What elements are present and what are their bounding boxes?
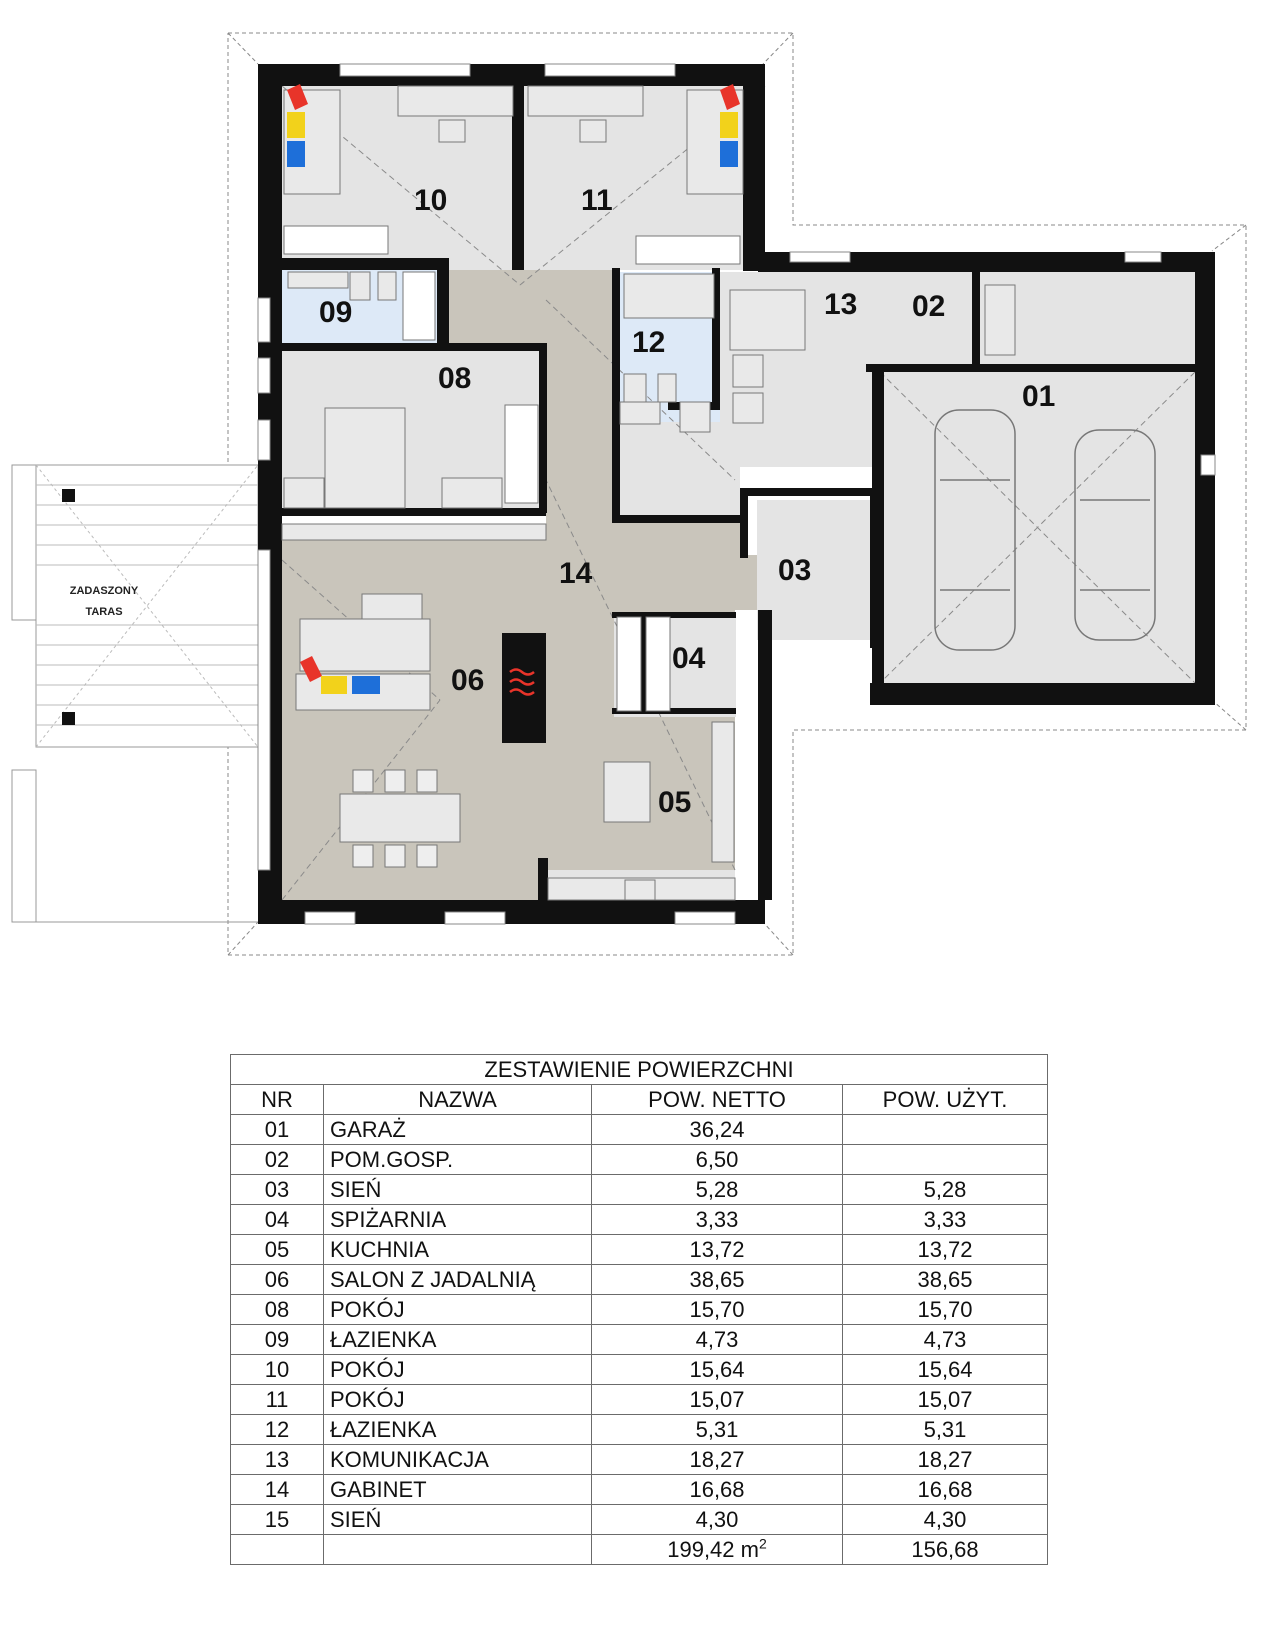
room-label-10: 10	[414, 184, 448, 217]
cell-netto: 6,50	[592, 1145, 843, 1175]
cell-netto: 16,68	[592, 1475, 843, 1505]
table-row	[231, 1355, 1048, 1385]
cell-nr: 04	[231, 1205, 324, 1235]
table-row	[231, 1265, 1048, 1295]
cell-uzyt: 15,64	[843, 1355, 1048, 1385]
cell-uzyt: 4,30	[843, 1505, 1048, 1535]
table-row	[231, 1325, 1048, 1355]
cell-netto: 5,31	[592, 1415, 843, 1445]
cell-uzyt: 18,27	[843, 1445, 1048, 1475]
header-netto: POW. NETTO	[592, 1085, 843, 1115]
cell-netto: 15,70	[592, 1295, 843, 1325]
room-label-03: 03	[778, 554, 812, 587]
table-row	[231, 1295, 1048, 1325]
table-title: ZESTAWIENIE POWIERZCHNI	[231, 1055, 1048, 1085]
cell-netto: 4,73	[592, 1325, 843, 1355]
cell-uzyt	[843, 1145, 1048, 1175]
cell-uzyt: 15,70	[843, 1295, 1048, 1325]
cell-nr: 15	[231, 1505, 324, 1535]
table-body	[231, 1115, 1048, 1535]
cell-netto: 36,24	[592, 1115, 843, 1145]
table-row	[231, 1475, 1048, 1505]
cell-uzyt: 5,28	[843, 1175, 1048, 1205]
room-label-11: 11	[581, 184, 613, 217]
cell-uzyt: 38,65	[843, 1265, 1048, 1295]
room-label-14: 14	[559, 557, 593, 590]
room-label-06: 06	[451, 664, 485, 697]
header-nr: NR	[231, 1085, 324, 1115]
total-uzyt: 156,68	[843, 1535, 1048, 1565]
table-row	[231, 1445, 1048, 1475]
cell-netto: 18,27	[592, 1445, 843, 1475]
cell-nazwa: GARAŻ	[324, 1115, 592, 1145]
cell-nr: 12	[231, 1415, 324, 1445]
room-label-09: 09	[319, 296, 353, 329]
room-label-05: 05	[658, 786, 692, 819]
header-uzyt: POW. UŻYT.	[843, 1085, 1048, 1115]
cell-uzyt: 13,72	[843, 1235, 1048, 1265]
cell-nazwa: SIEŃ	[324, 1505, 592, 1535]
cell-nr: 03	[231, 1175, 324, 1205]
cell-netto: 15,07	[592, 1385, 843, 1415]
cell-nazwa: POKÓJ	[324, 1355, 592, 1385]
cell-nr: 05	[231, 1235, 324, 1265]
cell-nr: 11	[231, 1385, 324, 1415]
cell-nr: 09	[231, 1325, 324, 1355]
cell-netto: 4,30	[592, 1505, 843, 1535]
cell-uzyt: 16,68	[843, 1475, 1048, 1505]
table-row	[231, 1505, 1048, 1535]
table-row	[231, 1115, 1048, 1145]
cell-netto: 5,28	[592, 1175, 843, 1205]
cell-nazwa: ŁAZIENKA	[324, 1325, 592, 1355]
cell-netto: 38,65	[592, 1265, 843, 1295]
terrace-label-1: ZADASZONY	[69, 585, 139, 597]
header-nazwa: NAZWA	[324, 1085, 592, 1115]
covered-terrace	[12, 465, 258, 922]
room-label-01: 01	[1022, 380, 1056, 413]
cell-nr: 01	[231, 1115, 324, 1145]
cell-netto: 3,33	[592, 1205, 843, 1235]
table-row	[231, 1415, 1048, 1445]
table-row	[231, 1385, 1048, 1415]
table-row	[231, 1145, 1048, 1175]
cell-nr: 02	[231, 1145, 324, 1175]
cell-nazwa: ŁAZIENKA	[324, 1415, 592, 1445]
table-row	[231, 1205, 1048, 1235]
table-row	[231, 1235, 1048, 1265]
cell-nr: 13	[231, 1445, 324, 1475]
cell-nazwa: SPIŻARNIA	[324, 1205, 592, 1235]
area-table	[230, 1054, 1048, 1565]
cell-nazwa: GABINET	[324, 1475, 592, 1505]
cell-nr: 10	[231, 1355, 324, 1385]
cell-nazwa: POKÓJ	[324, 1385, 592, 1415]
cell-uzyt: 5,31	[843, 1415, 1048, 1445]
room-label-12: 12	[632, 326, 666, 359]
room-label-04: 04	[672, 642, 706, 675]
cell-uzyt: 15,07	[843, 1385, 1048, 1415]
room-label-08: 08	[438, 362, 472, 395]
cell-nazwa: KOMUNIKACJA	[324, 1445, 592, 1475]
cell-nazwa: KUCHNIA	[324, 1235, 592, 1265]
total-row	[231, 1535, 1048, 1565]
terrace-label-2: TARAS	[85, 606, 123, 618]
cell-uzyt	[843, 1115, 1048, 1145]
cell-nazwa: POKÓJ	[324, 1295, 592, 1325]
cell-nazwa: POM.GOSP.	[324, 1145, 592, 1175]
cell-netto: 13,72	[592, 1235, 843, 1265]
cell-nazwa: SIEŃ	[324, 1175, 592, 1205]
cell-netto: 15,64	[592, 1355, 843, 1385]
total-netto: 199,42 $m^2$	[592, 1535, 843, 1565]
room-label-13: 13	[824, 288, 858, 321]
table-row	[231, 1175, 1048, 1205]
cell-nr: 06	[231, 1265, 324, 1295]
cell-uzyt: 3,33	[843, 1205, 1048, 1235]
cell-nazwa: SALON Z JADALNIĄ	[324, 1265, 592, 1295]
cell-uzyt: 4,73	[843, 1325, 1048, 1355]
room-label-02: 02	[912, 290, 946, 323]
cell-nr: 14	[231, 1475, 324, 1505]
cell-nr: 08	[231, 1295, 324, 1325]
